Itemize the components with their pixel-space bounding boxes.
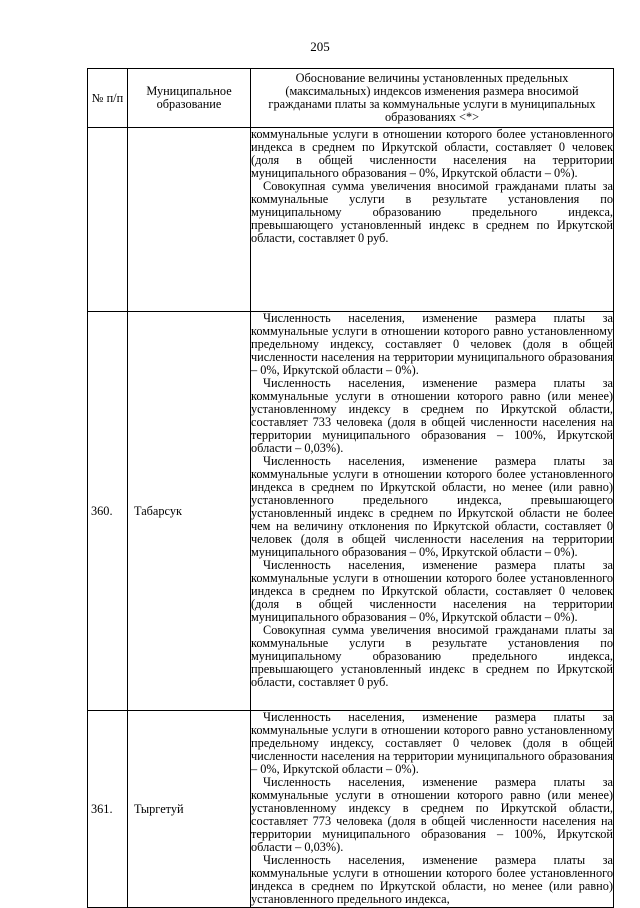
header-municipality: Муниципальное образование <box>128 69 251 128</box>
justification-paragraph: Численность населения, изменение размера платы за коммунальные услуги в отношении которого более установленного индекса в среднем по Иркутской области, составляет 0 человек (доля в общей численности населения на территории муниципального образования – 0%, Иркутской области – 0%). <box>251 558 613 624</box>
table-row <box>88 128 614 312</box>
justification-paragraph: Численность населения, изменение размера платы за коммунальные услуги в отношении которого равно (или менее) установленному индексу в среднем по Иркутской области, составляет 773 человека (доля в общей численности населения на территории муниципального образования – 100%, Иркутской области – 0,03%). <box>251 775 613 854</box>
justification-paragraph: Численность населения, изменение размера платы за коммунальные услуги в отношении которого более установленного индекса в среднем по Иркутской области, но менее (или равно) установленного предельного индекса, превышающего установленный индекс в среднем по Иркутской области не более чем на величину отклонения по Иркутской области, составляет 0 человек (доля в общей численности населения на территории муниципального образования – 0%, Иркутской области – 0%). <box>251 454 613 559</box>
table-row <box>88 711 614 908</box>
indices-table <box>87 68 614 908</box>
row-justification <box>251 711 614 908</box>
justification-paragraph: Совокупная сумма увеличения вносимой гражданами платы за коммунальные услуги в результате установления по муниципальному образованию предельного индекса, превышающего установленный индекс в среднем по Иркутской области, составляет 0 руб. <box>251 623 613 689</box>
row-number: 360. <box>88 312 128 711</box>
row-municipality: Тыргетуй <box>128 711 251 908</box>
row-justification <box>251 128 614 312</box>
justification-paragraph: Совокупная сумма увеличения вносимой гражданами платы за коммунальные услуги в результате установления по муниципальному образованию предельного индекса, превышающего установленный индекс в среднем по Иркутской области, составляет 0 руб. <box>251 179 613 245</box>
header-justification: Обоснование величины установленных предельных (максимальных) индексов изменения размера вносимой гражданами платы за коммунальные услуги в муниципальных образованиях <*> <box>251 69 614 128</box>
justification-paragraph: Численность населения, изменение размера платы за коммунальные услуги в отношении которого более установленного индекса в среднем по Иркутской области, но менее (или равно) установленного предельного индекса, <box>251 853 613 906</box>
row-number: 361. <box>88 711 128 908</box>
justification-paragraph: Численность населения, изменение размера платы за коммунальные услуги в отношении которого равно установленному предельному индексу, составляет 0 человек (доля в общей численности населения на территории муниципального образования – 0%, Иркутской области – 0%). <box>251 311 613 377</box>
row-municipality: Табарсук <box>128 312 251 711</box>
justification-paragraph: коммунальные услуги в отношении которого более установленного индекса в среднем по Иркутской области, составляет 0 человек (доля в общей численности населения на территории муниципального образования – 0%, Иркутской области – 0%). <box>251 127 613 180</box>
header-number: № п/п <box>88 69 128 128</box>
row-municipality <box>128 128 251 312</box>
row-number <box>88 128 128 312</box>
table-row <box>88 312 614 711</box>
justification-paragraph: Численность населения, изменение размера платы за коммунальные услуги в отношении которого равно (или менее) установленному индексу в среднем по Иркутской области, составляет 733 человека (доля в общей численности населения на территории муниципального образования – 100%, Иркутской области – 0,03%). <box>251 376 613 455</box>
row-justification <box>251 312 614 711</box>
justification-paragraph: Численность населения, изменение размера платы за коммунальные услуги в отношении которого равно установленному предельному индексу, составляет 0 человек (доля в общей численности населения на территории муниципального образования – 0%, Иркутской области – 0%). <box>251 710 613 776</box>
table-header-row <box>88 69 614 128</box>
page-number: 205 <box>310 39 330 54</box>
